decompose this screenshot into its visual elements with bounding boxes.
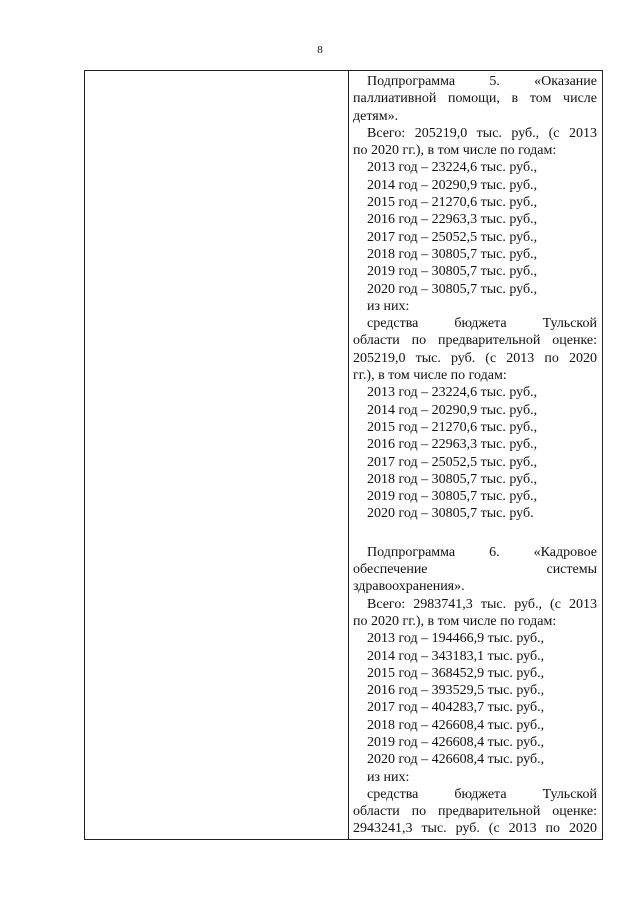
sub6-of-them: из них:	[367, 769, 410, 785]
sub6-title-line: обеспечение системы	[353, 562, 597, 578]
program-table	[84, 70, 603, 840]
sub5-budget-year-line: 2014 год – 20290,9 тыс. руб.,	[367, 402, 538, 418]
sub6-title-line: Подпрограмма 6. «Кадровое	[367, 544, 597, 560]
sub5-title-line: паллиативной помощи, в том числе	[353, 91, 597, 107]
sub6-total-line: Всего: 2983741,3 тыс. руб., (с 2013	[367, 596, 597, 612]
sub5-budget-year-line: 2016 год – 22963,3 тыс. руб.,	[367, 437, 538, 453]
sub5-budget-year-line: 2017 год – 25052,5 тыс. руб.,	[367, 454, 538, 470]
page-number: 8	[317, 44, 323, 56]
column-divider	[348, 71, 349, 839]
sub5-budget-year-line: 2019 год – 30805,7 тыс. руб.,	[367, 489, 538, 505]
sub6-year-line: 2020 год – 426608,4 тыс. руб.,	[367, 752, 545, 768]
sub5-budget-line: гг.), в том числе по годам:	[353, 368, 507, 384]
sub6-year-line: 2018 год – 426608,4 тыс. руб.,	[367, 717, 545, 733]
sub5-year-line: 2018 год – 30805,7 тыс. руб.,	[367, 246, 538, 262]
sub5-year-line: 2015 год – 21270,6 тыс. руб.,	[367, 195, 538, 211]
sub5-total-line: Всего: 205219,0 тыс. руб., (с 2013	[367, 125, 597, 141]
sub5-title-line: Подпрограмма 5. «Оказание	[367, 74, 597, 89]
sub5-budget-year-line: 2020 год – 30805,7 тыс. руб.	[367, 506, 534, 522]
sub6-year-line: 2013 год – 194466,9 тыс. руб.,	[367, 631, 545, 647]
sub6-title-line: здравоохранения».	[353, 579, 465, 595]
sub5-year-line: 2013 год – 23224,6 тыс. руб.,	[367, 160, 538, 176]
sub6-budget-line: средства бюджета Тульской	[367, 786, 597, 802]
sub5-of-them: из них:	[367, 298, 410, 314]
sub5-budget-line: 205219,0 тыс. руб. (с 2013 по 2020	[353, 350, 597, 366]
sub5-budget-year-line: 2015 год – 21270,6 тыс. руб.,	[367, 419, 538, 435]
section-gap	[353, 523, 597, 544]
sub6-year-line: 2019 год – 426608,4 тыс. руб.,	[367, 734, 545, 750]
sub6-year-line: 2015 год – 368452,9 тыс. руб.,	[367, 665, 545, 681]
sub5-title-line: детям».	[353, 108, 399, 124]
sub5-budget-year-line: 2018 год – 30805,7 тыс. руб.,	[367, 471, 538, 487]
sub5-budget-line: средства бюджета Тульской	[367, 316, 597, 332]
sub5-year-line: 2014 год – 20290,9 тыс. руб.,	[367, 177, 538, 193]
sub5-total-line: по 2020 гг.), в том числе по годам:	[353, 143, 557, 159]
funding-column	[353, 73, 597, 838]
sub6-budget-line: области по предварительной оценке:	[353, 804, 597, 820]
sub6-year-line: 2014 год – 343183,1 тыс. руб.,	[367, 648, 545, 664]
sub6-budget-line: 2943241,3 тыс. руб. (с 2013 по 2020	[353, 821, 597, 837]
sub6-year-line: 2017 год – 404283,7 тыс. руб.,	[367, 700, 545, 716]
sub5-year-line: 2019 год – 30805,7 тыс. руб.,	[367, 264, 538, 280]
sub6-total-line: по 2020 гг.), в том числе по годам:	[353, 613, 557, 629]
sub5-year-line: 2016 год – 22963,3 тыс. руб.,	[367, 212, 538, 228]
sub6-year-line: 2016 год – 393529,5 тыс. руб.,	[367, 683, 545, 699]
sub5-year-line: 2017 год – 25052,5 тыс. руб.,	[367, 229, 538, 245]
sub5-year-line: 2020 год – 30805,7 тыс. руб.,	[367, 281, 538, 297]
sub5-budget-year-line: 2013 год – 23224,6 тыс. руб.,	[367, 385, 538, 401]
sub5-budget-line: области по предварительной оценке:	[353, 333, 597, 349]
